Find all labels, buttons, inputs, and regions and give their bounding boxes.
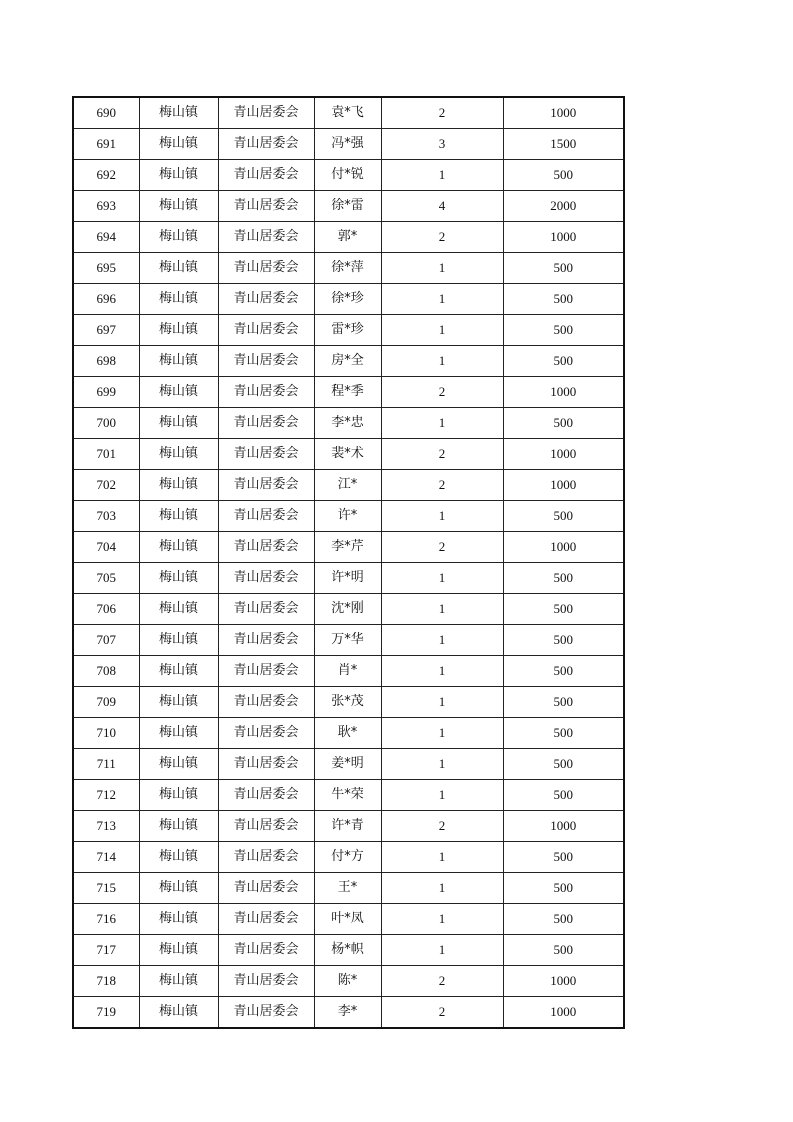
amount-cell: 2000: [503, 191, 624, 222]
table-row: [73, 935, 624, 966]
amount-cell: 500: [503, 656, 624, 687]
amount-cell: 1000: [503, 532, 624, 563]
count-cell: 1: [381, 687, 503, 718]
town-cell: 梅山镇: [139, 408, 218, 439]
row-number-cell: 711: [73, 749, 139, 780]
committee-cell: 青山居委会: [218, 160, 314, 191]
row-number-cell: 690: [73, 97, 139, 129]
town-cell: 梅山镇: [139, 377, 218, 408]
table-row: [73, 718, 624, 749]
name-cell: 雷*珍: [314, 315, 381, 346]
table-row: [73, 594, 624, 625]
town-cell: 梅山镇: [139, 222, 218, 253]
table-row: [73, 532, 624, 563]
committee-cell: 青山居委会: [218, 625, 314, 656]
amount-cell: 500: [503, 253, 624, 284]
row-number-cell: 701: [73, 439, 139, 470]
name-cell: 万*华: [314, 625, 381, 656]
row-number-cell: 707: [73, 625, 139, 656]
table-row: [73, 656, 624, 687]
table-row: [73, 160, 624, 191]
committee-cell: 青山居委会: [218, 997, 314, 1029]
town-cell: 梅山镇: [139, 501, 218, 532]
town-cell: 梅山镇: [139, 532, 218, 563]
name-cell: 许*: [314, 501, 381, 532]
table-row: [73, 284, 624, 315]
row-number-cell: 705: [73, 563, 139, 594]
committee-cell: 青山居委会: [218, 594, 314, 625]
name-cell: 程*季: [314, 377, 381, 408]
committee-cell: 青山居委会: [218, 904, 314, 935]
amount-cell: 1000: [503, 439, 624, 470]
row-number-cell: 694: [73, 222, 139, 253]
row-number-cell: 702: [73, 470, 139, 501]
count-cell: 1: [381, 284, 503, 315]
table-row: [73, 749, 624, 780]
count-cell: 1: [381, 656, 503, 687]
row-number-cell: 713: [73, 811, 139, 842]
name-cell: 许*青: [314, 811, 381, 842]
amount-cell: 1500: [503, 129, 624, 160]
count-cell: 2: [381, 997, 503, 1029]
table-row: [73, 904, 624, 935]
amount-cell: 1000: [503, 97, 624, 129]
table-row: [73, 439, 624, 470]
committee-cell: 青山居委会: [218, 873, 314, 904]
name-cell: 袁*飞: [314, 97, 381, 129]
amount-cell: 500: [503, 315, 624, 346]
committee-cell: 青山居委会: [218, 129, 314, 160]
name-cell: 陈*: [314, 966, 381, 997]
count-cell: 1: [381, 253, 503, 284]
town-cell: 梅山镇: [139, 873, 218, 904]
table-row: [73, 346, 624, 377]
committee-cell: 青山居委会: [218, 718, 314, 749]
row-number-cell: 699: [73, 377, 139, 408]
count-cell: 2: [381, 470, 503, 501]
row-number-cell: 712: [73, 780, 139, 811]
committee-cell: 青山居委会: [218, 842, 314, 873]
table-row: [73, 873, 624, 904]
table-row: [73, 470, 624, 501]
name-cell: 李*芹: [314, 532, 381, 563]
count-cell: 2: [381, 222, 503, 253]
town-cell: 梅山镇: [139, 470, 218, 501]
row-number-cell: 718: [73, 966, 139, 997]
name-cell: 叶*凤: [314, 904, 381, 935]
row-number-cell: 716: [73, 904, 139, 935]
committee-cell: 青山居委会: [218, 687, 314, 718]
committee-cell: 青山居委会: [218, 811, 314, 842]
count-cell: 1: [381, 563, 503, 594]
committee-cell: 青山居委会: [218, 935, 314, 966]
town-cell: 梅山镇: [139, 129, 218, 160]
name-cell: 牛*荣: [314, 780, 381, 811]
count-cell: 1: [381, 780, 503, 811]
count-cell: 4: [381, 191, 503, 222]
count-cell: 2: [381, 966, 503, 997]
row-number-cell: 698: [73, 346, 139, 377]
town-cell: 梅山镇: [139, 160, 218, 191]
town-cell: 梅山镇: [139, 439, 218, 470]
count-cell: 2: [381, 532, 503, 563]
town-cell: 梅山镇: [139, 315, 218, 346]
count-cell: 1: [381, 625, 503, 656]
amount-cell: 1000: [503, 470, 624, 501]
committee-cell: 青山居委会: [218, 470, 314, 501]
committee-cell: 青山居委会: [218, 501, 314, 532]
row-number-cell: 714: [73, 842, 139, 873]
town-cell: 梅山镇: [139, 718, 218, 749]
committee-cell: 青山居委会: [218, 377, 314, 408]
town-cell: 梅山镇: [139, 97, 218, 129]
name-cell: 耿*: [314, 718, 381, 749]
amount-cell: 500: [503, 935, 624, 966]
table-row: [73, 129, 624, 160]
count-cell: 2: [381, 97, 503, 129]
town-cell: 梅山镇: [139, 346, 218, 377]
row-number-cell: 719: [73, 997, 139, 1029]
committee-cell: 青山居委会: [218, 284, 314, 315]
table-row: [73, 315, 624, 346]
count-cell: 1: [381, 873, 503, 904]
name-cell: 李*忠: [314, 408, 381, 439]
amount-cell: 500: [503, 873, 624, 904]
table-row: [73, 811, 624, 842]
amount-cell: 500: [503, 842, 624, 873]
amount-cell: 500: [503, 625, 624, 656]
count-cell: 1: [381, 346, 503, 377]
count-cell: 2: [381, 439, 503, 470]
name-cell: 沈*刚: [314, 594, 381, 625]
name-cell: 肖*: [314, 656, 381, 687]
amount-cell: 1000: [503, 811, 624, 842]
row-number-cell: 693: [73, 191, 139, 222]
amount-cell: 500: [503, 749, 624, 780]
committee-cell: 青山居委会: [218, 966, 314, 997]
committee-cell: 青山居委会: [218, 191, 314, 222]
table-row: [73, 501, 624, 532]
committee-cell: 青山居委会: [218, 346, 314, 377]
name-cell: 付*锐: [314, 160, 381, 191]
name-cell: 冯*强: [314, 129, 381, 160]
town-cell: 梅山镇: [139, 253, 218, 284]
table-row: [73, 408, 624, 439]
table-row: [73, 625, 624, 656]
table-row: [73, 222, 624, 253]
row-number-cell: 696: [73, 284, 139, 315]
row-number-cell: 708: [73, 656, 139, 687]
table-row: [73, 966, 624, 997]
name-cell: 郭*: [314, 222, 381, 253]
row-number-cell: 703: [73, 501, 139, 532]
name-cell: 王*: [314, 873, 381, 904]
roster-table: [72, 96, 625, 1029]
amount-cell: 500: [503, 687, 624, 718]
table-row: [73, 97, 624, 129]
town-cell: 梅山镇: [139, 904, 218, 935]
amount-cell: 500: [503, 780, 624, 811]
committee-cell: 青山居委会: [218, 222, 314, 253]
count-cell: 1: [381, 749, 503, 780]
name-cell: 裴*术: [314, 439, 381, 470]
town-cell: 梅山镇: [139, 563, 218, 594]
town-cell: 梅山镇: [139, 842, 218, 873]
name-cell: 张*茂: [314, 687, 381, 718]
name-cell: 杨*帜: [314, 935, 381, 966]
row-number-cell: 717: [73, 935, 139, 966]
town-cell: 梅山镇: [139, 625, 218, 656]
amount-cell: 500: [503, 408, 624, 439]
name-cell: 姜*明: [314, 749, 381, 780]
committee-cell: 青山居委会: [218, 408, 314, 439]
town-cell: 梅山镇: [139, 935, 218, 966]
row-number-cell: 692: [73, 160, 139, 191]
row-number-cell: 697: [73, 315, 139, 346]
committee-cell: 青山居委会: [218, 532, 314, 563]
count-cell: 1: [381, 594, 503, 625]
count-cell: 1: [381, 408, 503, 439]
count-cell: 1: [381, 501, 503, 532]
town-cell: 梅山镇: [139, 687, 218, 718]
count-cell: 1: [381, 315, 503, 346]
table-row: [73, 997, 624, 1029]
row-number-cell: 704: [73, 532, 139, 563]
committee-cell: 青山居委会: [218, 253, 314, 284]
name-cell: 房*全: [314, 346, 381, 377]
name-cell: 付*方: [314, 842, 381, 873]
count-cell: 3: [381, 129, 503, 160]
count-cell: 2: [381, 377, 503, 408]
town-cell: 梅山镇: [139, 997, 218, 1029]
amount-cell: 500: [503, 284, 624, 315]
amount-cell: 1000: [503, 377, 624, 408]
name-cell: 徐*萍: [314, 253, 381, 284]
amount-cell: 500: [503, 346, 624, 377]
name-cell: 江*: [314, 470, 381, 501]
table-row: [73, 191, 624, 222]
town-cell: 梅山镇: [139, 811, 218, 842]
count-cell: 1: [381, 160, 503, 191]
row-number-cell: 695: [73, 253, 139, 284]
amount-cell: 500: [503, 160, 624, 191]
row-number-cell: 710: [73, 718, 139, 749]
row-number-cell: 715: [73, 873, 139, 904]
amount-cell: 500: [503, 904, 624, 935]
count-cell: 2: [381, 811, 503, 842]
row-number-cell: 706: [73, 594, 139, 625]
name-cell: 李*: [314, 997, 381, 1029]
roster-table-body: [73, 97, 624, 1028]
town-cell: 梅山镇: [139, 749, 218, 780]
name-cell: 徐*雷: [314, 191, 381, 222]
committee-cell: 青山居委会: [218, 439, 314, 470]
name-cell: 许*明: [314, 563, 381, 594]
amount-cell: 500: [503, 594, 624, 625]
row-number-cell: 691: [73, 129, 139, 160]
town-cell: 梅山镇: [139, 594, 218, 625]
count-cell: 1: [381, 718, 503, 749]
table-row: [73, 687, 624, 718]
count-cell: 1: [381, 904, 503, 935]
committee-cell: 青山居委会: [218, 97, 314, 129]
committee-cell: 青山居委会: [218, 563, 314, 594]
amount-cell: 500: [503, 501, 624, 532]
town-cell: 梅山镇: [139, 191, 218, 222]
row-number-cell: 709: [73, 687, 139, 718]
table-row: [73, 563, 624, 594]
amount-cell: 500: [503, 563, 624, 594]
committee-cell: 青山居委会: [218, 749, 314, 780]
amount-cell: 1000: [503, 966, 624, 997]
amount-cell: 1000: [503, 222, 624, 253]
town-cell: 梅山镇: [139, 284, 218, 315]
town-cell: 梅山镇: [139, 966, 218, 997]
committee-cell: 青山居委会: [218, 780, 314, 811]
table-row: [73, 253, 624, 284]
town-cell: 梅山镇: [139, 780, 218, 811]
committee-cell: 青山居委会: [218, 315, 314, 346]
amount-cell: 500: [503, 718, 624, 749]
count-cell: 1: [381, 842, 503, 873]
row-number-cell: 700: [73, 408, 139, 439]
town-cell: 梅山镇: [139, 656, 218, 687]
table-row: [73, 780, 624, 811]
amount-cell: 1000: [503, 997, 624, 1029]
count-cell: 1: [381, 935, 503, 966]
table-row: [73, 377, 624, 408]
name-cell: 徐*珍: [314, 284, 381, 315]
committee-cell: 青山居委会: [218, 656, 314, 687]
table-row: [73, 842, 624, 873]
